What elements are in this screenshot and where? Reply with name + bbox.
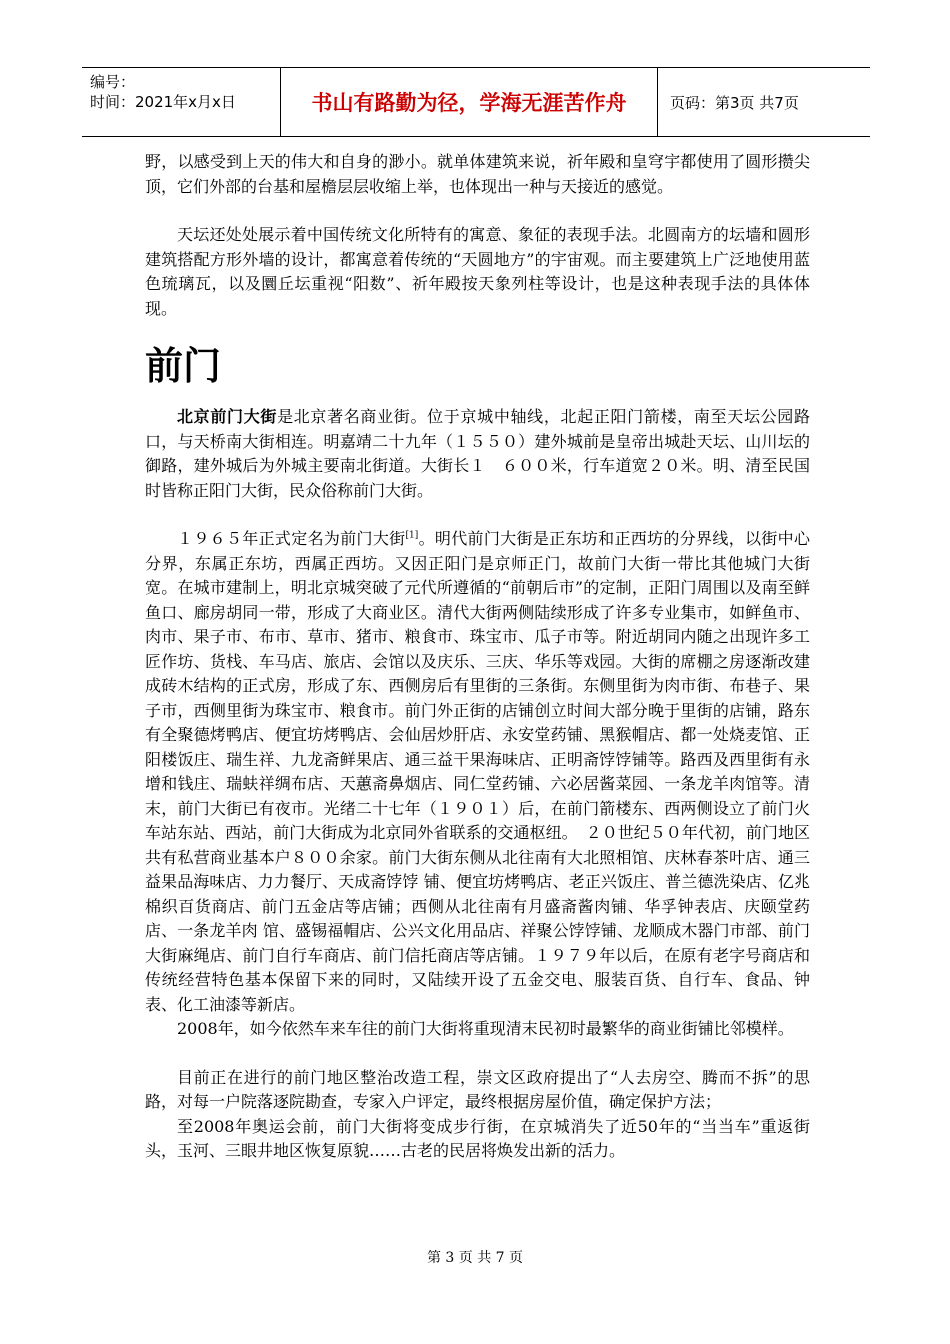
paragraph-text: 。明代前门大街是正东坊和正西坊的分界线，以街中心分界，东属正东坊，西属正西坊。又因正阳门是京师正门，故前门大街一带比其他城门大街宽。在城市建制上，明北京城突破了元代所遵循的“前朝后市”的定制，正阳门周围以及南至鲜鱼口、廊房胡同一带，形成了大商业区。清代大街两侧陆续形成了许多专业集市，如鲜鱼市、肉市、果子市、布市、草市、猪市、粮食市、珠宝市、瓜子市等。附近胡同内随之出现许多工匠作坊、货栈、车马店、旅店、会馆以及庆乐、三庆、华乐等戏园。大街的席棚之房逐渐改建成砖木结构的正式房，形成了东、西侧房后有里街的三条街。东侧里街为肉市街、布巷子、果子市，西侧里街为珠宝市、粮食市。前门外正街的店铺创立时间大部分晚于里街的店铺，路东有全聚德烤鸭店、便宜坊烤鸭店、会仙居炒肝店、永安堂药铺、黑猴帽店、都一处烧麦馆、正阳楼饭庄、瑞生祥、九龙斋鲜果店、通三益干果海味店、正明斋饽饽铺等。路西及西里街有永增和钱庄、瑞蚨祥绸布店、天蕙斋鼻烟店、同仁堂药铺、六必居酱菜园、一条龙羊肉馆等。清末，前门大街已有夜市。光绪二十七年（１９０１）后，在前门箭楼东、西两侧设立了前门火车站东站、西站，前门大街成为北京同外省联系的交通枢纽。 ２０世纪５０年代初，前门地区共有私营商业基本户８００余家。前门大街东侧从北往南有大北照相馆、庆林春茶叶店、通三益果品海味店、力力餐厅、天成斋饽饽 铺、便宜坊烤鸭店、老正兴饭庄、普兰德洗染店、亿兆棉织百货商店、前门五金店等店铺；西侧从北往南有月盛斋酱肉铺、华孚钟表店、庆颐堂药店、一条龙羊肉 馆、盛锡福帽店、公兴文化用品店、祥聚公饽饽铺、龙顺成木器门市部、前门大街麻绳店、前门自行车商店、前门信托商店等店铺。１９７９年以后，在原有老字号商店和传统经营特色基本保留下来的同时，又陆续开设了五金交电、服装百货、自行车、食品、钟表、化工油漆等新店。 xyxy=(145,529,810,1014)
paragraph: 野，以感受到上天的伟大和自身的渺小。就单体建筑来说，祈年殿和皇穹宇都使用了圆形攒尖顶，它们外部的台基和屋檐层层收缩上举，也体现出一种与天接近的感觉。 xyxy=(145,152,810,196)
paragraph-text: 是北京著名商业街。位于京城中轴线，北起正阳门箭楼，南至天坛公园路口，与天桥南大街相连。明嘉靖二十九年（１５５０）建外城前是皇帝出城赴天坛、山川坛的御路，建外城后为外城主要南北街道。大街长１ ６００米，行车道宽２０米。明、清至民国时皆称正阳门大街，民众俗称前门大街。 xyxy=(145,407,810,500)
header-motto-cell xyxy=(280,68,658,136)
header-meta xyxy=(82,68,280,136)
paragraph: 2008年，如今依然车来车往的前门大街将重现清末民初时最繁华的商业街铺比邻模样。 xyxy=(177,1019,794,1038)
page-footer xyxy=(0,1247,950,1267)
footnote-reference[interactable]: [1] xyxy=(405,530,419,541)
footer-page-number: 第 3 页 共 7 页 xyxy=(426,1250,524,1266)
paragraph: 天坛还处处展示着中国传统文化所特有的寓意、象征的表现手法。北圆南方的坛墙和圆形建筑搭配方形外墙的设计，都寓意着传统的“天圆地方”的宇宙观。而主要建筑上广泛地使用蓝色琉璃瓦，以及圜丘坛重视“阳数”、祈年殿按天象列柱等设计，也是这种表现手法的具体体现。 xyxy=(145,225,810,318)
header-number-label: 编号： xyxy=(90,73,136,91)
paragraph xyxy=(145,405,810,503)
paragraph-lead-term: 北京前门大街 xyxy=(177,407,278,426)
header-page-label: 页码：第3页 共7页 xyxy=(670,93,799,112)
document-body xyxy=(145,150,810,1164)
header-page-cell xyxy=(658,68,870,136)
paragraph: 至2008年奥运会前，前门大街将变成步行街，在京城消失了近50年的“当当车”重返街头，玉河、三眼井地区恢复原貌……古老的民居将焕发出新的活力。 xyxy=(145,1116,810,1160)
paragraph xyxy=(145,527,810,1017)
paragraph: 目前正在进行的前门地区整治改造工程，崇文区政府提出了“人去房空、腾而不拆”的思路，对每一户院落逐院勘查，专家入户评定，最终根据房屋价值，确定保护方法； xyxy=(145,1067,810,1111)
header-date-label: 时间：2021年x月x日 xyxy=(90,93,236,111)
header-motto: 书山有路勤为径，学海无涯苦作舟 xyxy=(311,91,627,115)
paragraph-text: １９６５年正式定名为前门大街 xyxy=(177,529,406,548)
page-header xyxy=(82,67,870,137)
section-heading: 前门 xyxy=(145,344,222,388)
